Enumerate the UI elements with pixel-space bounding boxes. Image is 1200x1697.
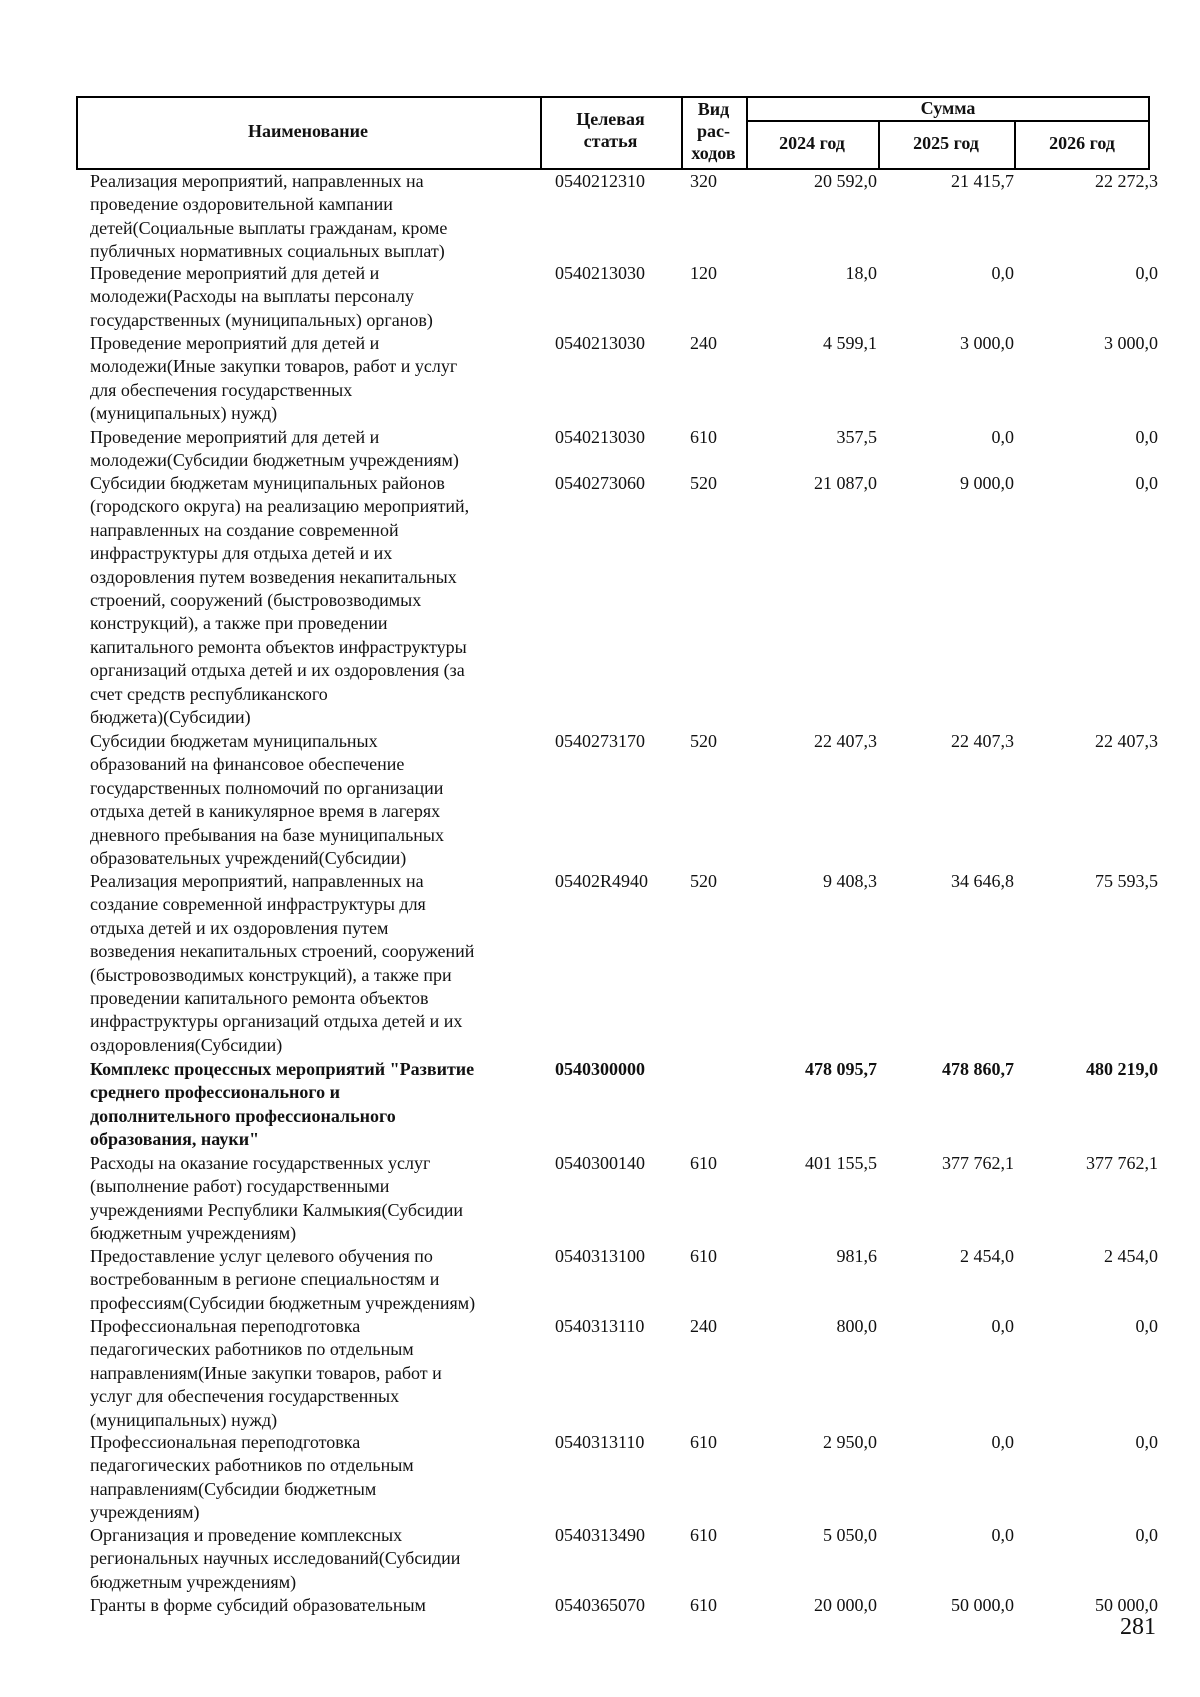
table-header xyxy=(76,96,1150,168)
row-name: Проведение мероприятий для детей и молодежи(Субсидии бюджетным учреждениям) xyxy=(90,427,459,471)
row-sum-2026: 2 454,0 xyxy=(1104,1246,1158,1266)
row-sum-2025: 34 646,8 xyxy=(951,871,1014,891)
row-sum-2026: 50 000,0 xyxy=(1095,1595,1158,1615)
row-sum-2024: 478 095,7 xyxy=(805,1059,877,1079)
row-name: Субсидии бюджетам муниципальных районов (городского округа) на реализацию мероприятий, направленных на создание современной инфраструктуры для отдыха детей и их оздоровления путем возведения некапитальных строений, сооружений (быстровозводимых конструкций), а также при проведении капитального ремонта объектов инфраструктуры организаций отдыха детей и их оздоровления (за счет средств республиканского бюджета)(Субсидии) xyxy=(90,473,470,728)
row-vid: 240 xyxy=(690,1316,717,1336)
row-code: 05402R4940 xyxy=(555,871,649,891)
row-vid: 610 xyxy=(690,1432,717,1452)
row-code: 0540365070 xyxy=(555,1595,645,1615)
row-sum-2025: 9 000,0 xyxy=(960,473,1014,493)
row-name: Комплекс процессных мероприятий "Развитие среднего профессионального и дополнительного профессионального образования, науки" xyxy=(90,1059,475,1150)
row-sum-2026: 377 762,1 xyxy=(1086,1153,1158,1173)
header-code-line1: Целевая xyxy=(576,109,645,129)
page-number: 281 xyxy=(1120,1614,1156,1640)
row-sum-2026: 0,0 xyxy=(1135,1432,1158,1452)
header-vid-line1: Вид xyxy=(697,99,730,119)
row-sum-2024: 4 599,1 xyxy=(823,333,877,353)
row-sum-2026: 22 272,3 xyxy=(1095,171,1158,191)
row-sum-2026: 0,0 xyxy=(1135,1316,1158,1336)
row-vid: 610 xyxy=(690,1246,717,1266)
row-sum-2025: 377 762,1 xyxy=(942,1153,1014,1173)
row-sum-2026: 0,0 xyxy=(1135,427,1158,447)
row-code: 0540313490 xyxy=(555,1525,645,1545)
header-2026: 2026 год xyxy=(1049,133,1115,153)
row-vid: 610 xyxy=(690,1153,717,1173)
row-name: Профессиональная переподготовка педагогических работников по отдельным направлениям(Иные закупки товаров, работ и услуг для обеспечения государственных (муниципальных) нужд) xyxy=(90,1316,442,1430)
row-sum-2026: 0,0 xyxy=(1135,263,1158,283)
row-sum-2025: 0,0 xyxy=(991,1316,1014,1336)
row-code: 0540313100 xyxy=(555,1246,645,1266)
row-vid: 320 xyxy=(690,171,717,191)
row-code: 0540300140 xyxy=(555,1153,645,1173)
row-sum-2026: 0,0 xyxy=(1135,1525,1158,1545)
row-sum-2025: 2 454,0 xyxy=(960,1246,1014,1266)
row-name: Реализация мероприятий, направленных на создание современной инфраструктуры для отдыха детей и их оздоровления путем возведения некапитальных строений, сооружений (быстровозводимых конструкций), а также при проведении капитального ремонта объектов инфраструктуры организаций отдыха детей и их оздоровления(Субсидии) xyxy=(90,871,475,1055)
row-vid: 520 xyxy=(690,473,717,493)
row-sum-2025: 21 415,7 xyxy=(951,171,1014,191)
row-name: Гранты в форме субсидий образовательным xyxy=(90,1595,426,1615)
header-name: Наименование xyxy=(248,121,368,141)
row-code: 0540212310 xyxy=(555,171,645,191)
row-code: 0540213030 xyxy=(555,263,645,283)
row-code: 0540213030 xyxy=(555,333,645,353)
row-code: 0540313110 xyxy=(555,1432,645,1452)
header-code-line2: статья xyxy=(583,131,638,151)
header-2025: 2025 год xyxy=(913,133,979,153)
row-sum-2024: 800,0 xyxy=(836,1316,877,1336)
row-sum-2026: 75 593,5 xyxy=(1095,871,1158,891)
row-sum-2024: 21 087,0 xyxy=(814,473,877,493)
header-vid-line3: ходов xyxy=(691,143,736,163)
row-name: Организация и проведение комплексных региональных научных исследований(Субсидии бюджетным учреждениям) xyxy=(90,1525,461,1592)
row-name: Проведение мероприятий для детей и молодежи(Расходы на выплаты персоналу государственных (муниципальных) органов) xyxy=(90,263,433,330)
row-sum-2026: 480 219,0 xyxy=(1086,1059,1158,1079)
row-sum-2024: 2 950,0 xyxy=(823,1432,877,1452)
row-sum-2025: 0,0 xyxy=(991,263,1014,283)
row-sum-2025: 3 000,0 xyxy=(960,333,1014,353)
row-sum-2024: 401 155,5 xyxy=(805,1153,877,1173)
row-sum-2026: 0,0 xyxy=(1135,473,1158,493)
row-sum-2024: 5 050,0 xyxy=(823,1525,877,1545)
row-sum-2025: 0,0 xyxy=(991,1525,1014,1545)
row-sum-2025: 0,0 xyxy=(991,1432,1014,1452)
row-vid: 520 xyxy=(690,731,717,751)
row-sum-2024: 20 592,0 xyxy=(814,171,877,191)
row-sum-2026: 3 000,0 xyxy=(1104,333,1158,353)
row-code: 0540273060 xyxy=(555,473,645,493)
row-vid: 520 xyxy=(690,871,717,891)
row-sum-2026: 22 407,3 xyxy=(1095,731,1158,751)
row-sum-2024: 20 000,0 xyxy=(814,1595,877,1615)
row-name: Субсидии бюджетам муниципальных образований на финансовое обеспечение государственных полномочий по организации отдыха детей в каникулярное время в лагерях дневного пребывания на базе муниципальных образовательных учреждений(Субсидии) xyxy=(90,731,445,869)
row-vid: 240 xyxy=(690,333,717,353)
header-sum: Сумма xyxy=(920,98,976,118)
row-vid: 120 xyxy=(690,263,717,283)
row-sum-2025: 0,0 xyxy=(991,427,1014,447)
row-name: Расходы на оказание государственных услуг (выполнение работ) государственными учреждениями Республики Калмыкия(Субсидии бюджетным учреждениям) xyxy=(90,1153,464,1244)
row-sum-2024: 981,6 xyxy=(836,1246,877,1266)
row-code: 0540213030 xyxy=(555,427,645,447)
row-code: 0540313110 xyxy=(555,1316,645,1336)
row-sum-2024: 22 407,3 xyxy=(814,731,877,751)
row-name: Профессиональная переподготовка педагогических работников по отдельным направлениям(Субсидии бюджетным учреждениям) xyxy=(90,1432,414,1523)
header-2024: 2024 год xyxy=(779,133,845,153)
row-vid: 610 xyxy=(690,1525,717,1545)
row-code: 0540300000 xyxy=(555,1059,645,1079)
row-code: 0540273170 xyxy=(555,731,645,751)
row-name: Реализация мероприятий, направленных на проведение оздоровительной кампании детей(Социальные выплаты гражданам, кроме публичных нормативных социальных выплат) xyxy=(90,171,448,262)
row-vid: 610 xyxy=(690,1595,717,1615)
row-sum-2025: 50 000,0 xyxy=(951,1595,1014,1615)
header-vid-line2: рас- xyxy=(697,121,730,141)
row-name: Проведение мероприятий для детей и молодежи(Иные закупки товаров, работ и услуг для обеспечения государственных (муниципальных) нужд) xyxy=(90,333,458,424)
row-name: Предоставление услуг целевого обучения по востребованным в регионе специальностям и профессиям(Субсидии бюджетным учреждениям) xyxy=(90,1246,476,1313)
row-sum-2025: 22 407,3 xyxy=(951,731,1014,751)
row-sum-2024: 9 408,3 xyxy=(823,871,877,891)
row-sum-2024: 357,5 xyxy=(836,427,877,447)
row-vid: 610 xyxy=(690,427,717,447)
row-sum-2025: 478 860,7 xyxy=(942,1059,1014,1079)
row-sum-2024: 18,0 xyxy=(845,263,877,283)
